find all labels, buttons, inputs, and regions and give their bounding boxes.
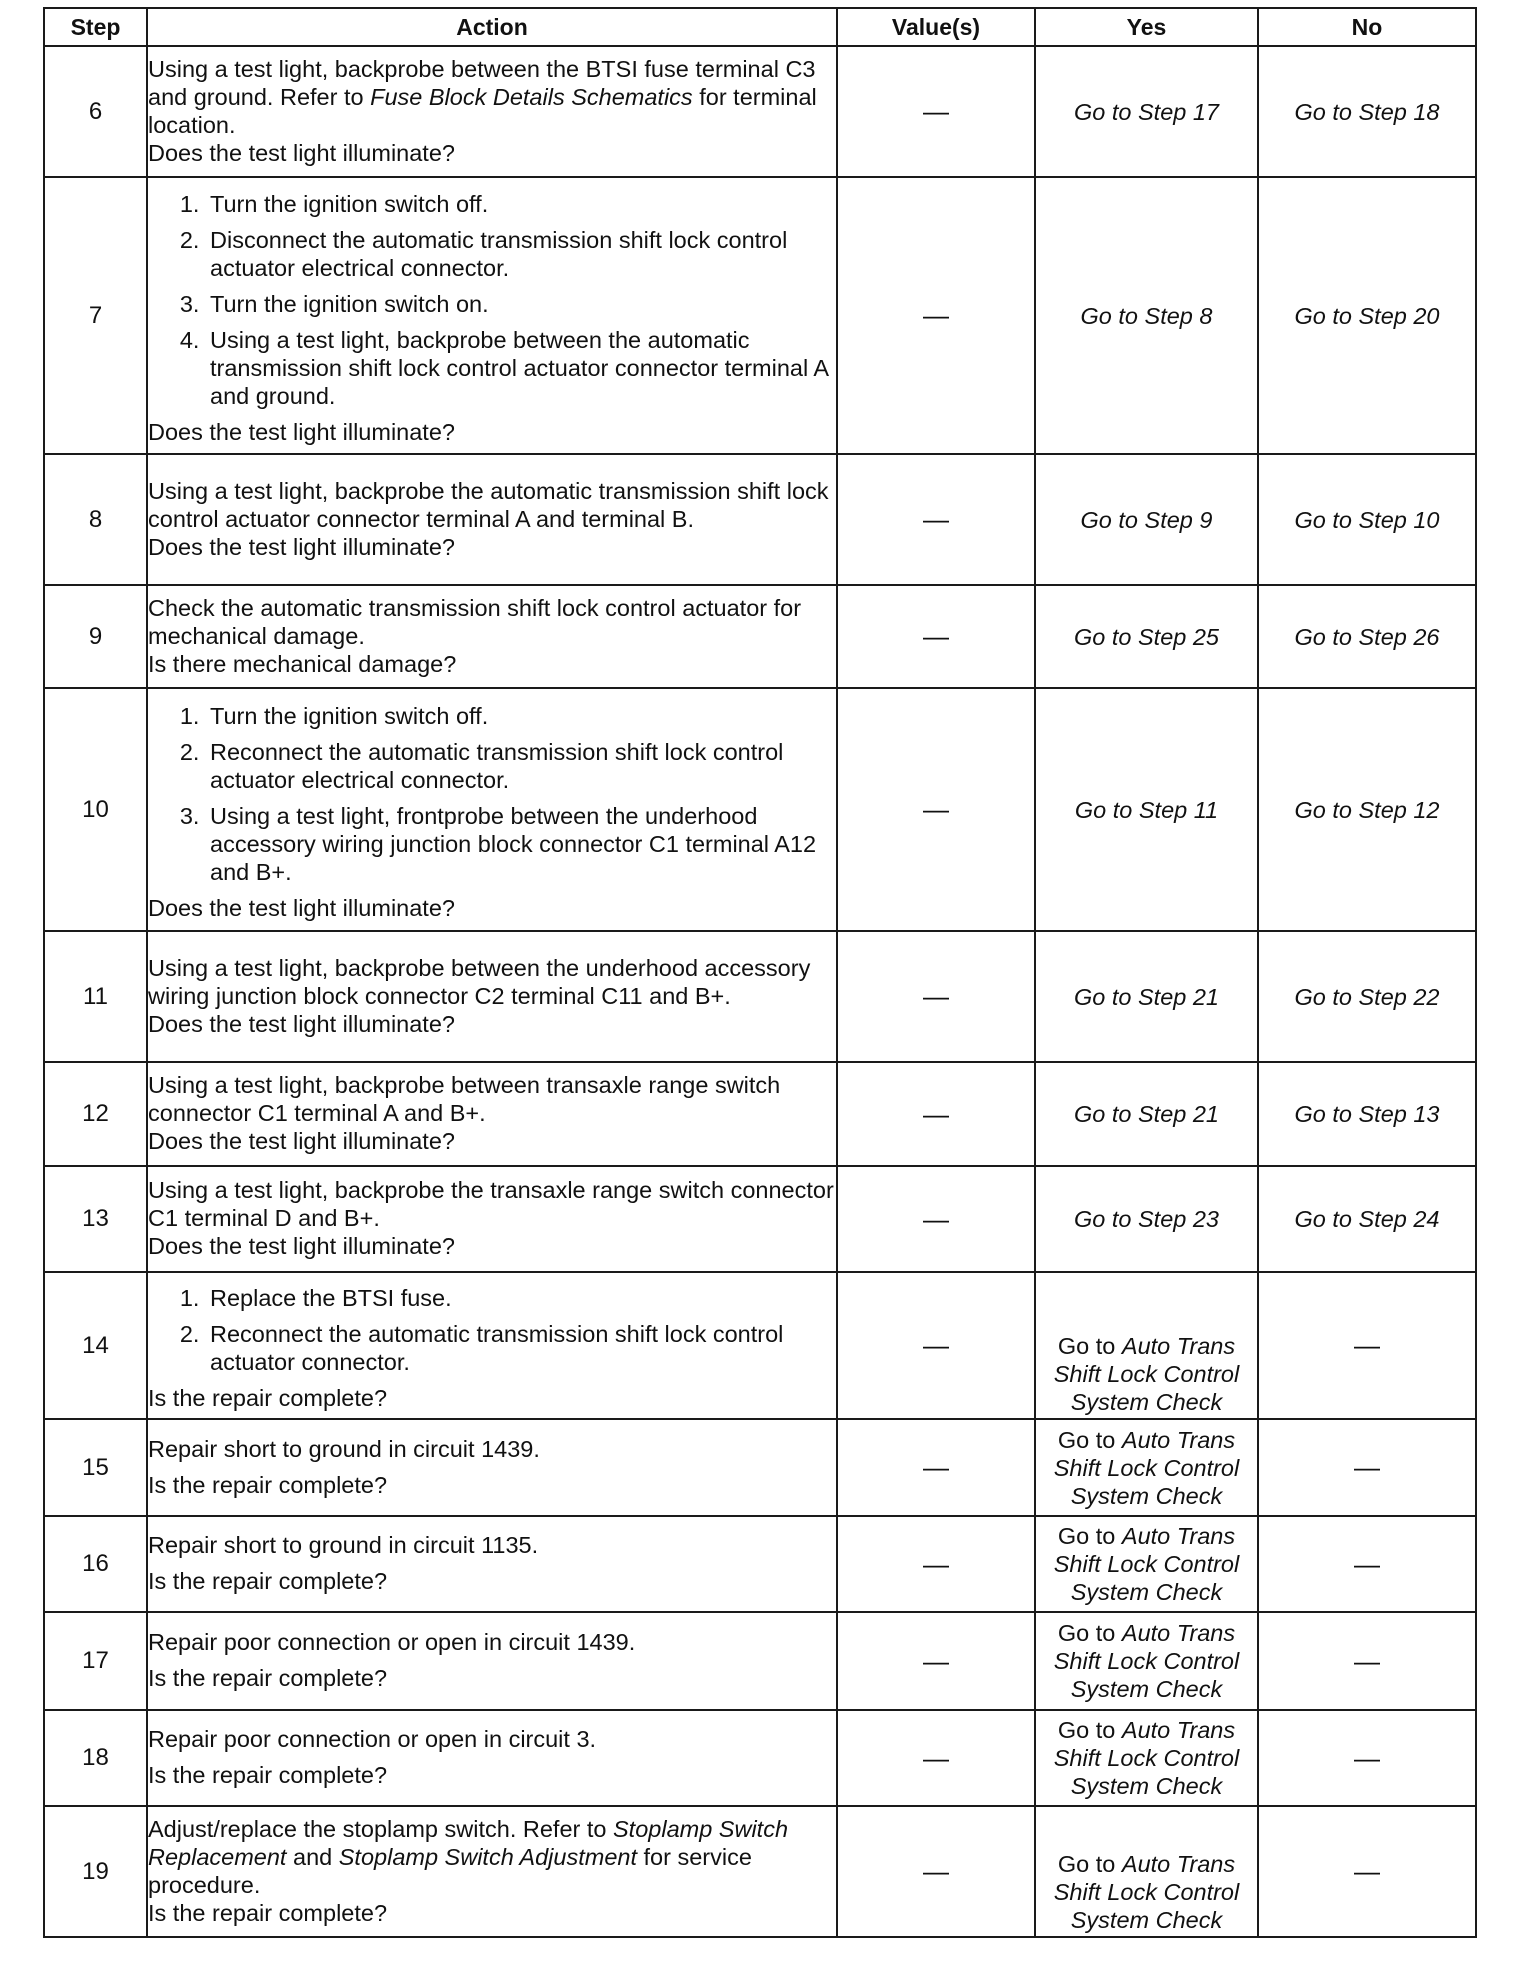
list-item: 3. Using a test light, frontprobe between the underhood accessory wiring junction block connector C1 terminal A12 and B+. — [206, 802, 836, 886]
value-cell — [837, 1710, 1035, 1806]
system-check-italic: Auto Trans — [1121, 1426, 1236, 1453]
action-question: Is the repair complete? — [148, 1762, 388, 1788]
no-cell: Go to Step 26 — [1258, 585, 1476, 688]
system-check-italic: Auto Trans — [1121, 1523, 1236, 1549]
no-cell — [1258, 1272, 1476, 1419]
value-cell — [837, 1272, 1035, 1419]
list-item: 1. Turn the ignition switch off. — [206, 702, 836, 730]
yes-cell — [1035, 1612, 1258, 1710]
no-cell: Go to Step 13 — [1258, 1062, 1476, 1166]
system-check-italic: Auto Trans — [1121, 1620, 1236, 1646]
action-cell — [147, 1806, 837, 1937]
dash-mark: — — [923, 504, 949, 534]
yes-cell: Go to Step 21 — [1035, 1062, 1258, 1166]
system-check-line — [1036, 1744, 1257, 1772]
system-check-prefix: Go to — [1057, 1851, 1122, 1877]
dash-mark: — — [923, 300, 949, 330]
table-row — [44, 177, 1476, 454]
action-question: Is the repair complete? — [148, 1384, 388, 1411]
action-text: Repair poor connection or open in circuit 1439. — [148, 1629, 636, 1655]
dash-mark: — — [923, 1098, 949, 1129]
list-item: 4. Using a test light, backprobe between the automatic transmission shift lock control actuator connector terminal A and ground. — [206, 326, 836, 410]
list-item: 2. Reconnect the automatic transmission shift lock control actuator electrical connector. — [206, 738, 836, 794]
action-text: Using a test light, backprobe between transaxle range switch connector C1 terminal A and B+. — [148, 1072, 781, 1126]
no-cell: Go to Step 12 — [1258, 688, 1476, 931]
action-cell — [147, 1166, 837, 1272]
system-check-line — [1036, 1426, 1257, 1454]
system-check-italic: System Check — [1070, 1389, 1223, 1415]
system-check-line — [1036, 1716, 1257, 1744]
yes-cell — [1035, 1806, 1258, 1937]
step-number: 15 — [44, 1419, 147, 1516]
action-text-part: for service procedure. — [148, 1843, 752, 1898]
system-check-prefix: Go to — [1057, 1426, 1122, 1453]
system-check-line — [1036, 1906, 1257, 1934]
dash-mark: — — [1354, 1645, 1380, 1676]
system-check-line — [1036, 1482, 1257, 1510]
value-cell — [837, 454, 1035, 585]
value-cell — [837, 688, 1035, 931]
header-row — [44, 8, 1476, 46]
action-question: Is the repair complete? — [148, 1665, 388, 1691]
dash-mark: — — [923, 96, 949, 126]
no-cell: Go to Step 20 — [1258, 177, 1476, 454]
action-text: Repair short to ground in circuit 1439. — [148, 1435, 540, 1462]
value-cell — [837, 46, 1035, 177]
table-row — [44, 1710, 1476, 1806]
table-row — [44, 1516, 1476, 1612]
step-number: 8 — [44, 454, 147, 585]
value-cell — [837, 1516, 1035, 1612]
system-check-prefix: Go to — [1057, 1620, 1122, 1646]
list-item: 2. Reconnect the automatic transmission shift lock control actuator connector. — [206, 1320, 836, 1376]
yes-cell: Go to Step 8 — [1035, 177, 1258, 454]
no-cell — [1258, 1419, 1476, 1516]
action-text: Repair poor connection or open in circuit 3. — [148, 1726, 597, 1752]
table-row — [44, 585, 1476, 688]
dash-mark: — — [1354, 1330, 1380, 1360]
no-cell — [1258, 1612, 1476, 1710]
yes-cell: Go to Step 17 — [1035, 46, 1258, 177]
list-item: 3. Turn the ignition switch on. — [206, 290, 836, 318]
reference-link-text: Stoplamp Switch Replacement — [148, 1815, 789, 1870]
system-check-line — [1036, 1619, 1257, 1647]
step-number: 14 — [44, 1272, 147, 1419]
system-check-line — [1036, 1878, 1257, 1906]
system-check-italic: Shift Lock Control — [1053, 1454, 1240, 1481]
yes-cell — [1035, 1272, 1258, 1419]
action-question: Is there mechanical damage? — [148, 650, 457, 677]
action-text: Using a test light, backprobe the automatic transmission shift lock control actuator connector terminal A and terminal B. — [148, 477, 829, 532]
action-steps-list — [148, 1284, 836, 1384]
step-number: 18 — [44, 1710, 147, 1806]
dash-mark: — — [923, 1330, 949, 1360]
dash-mark: — — [923, 1856, 949, 1886]
system-check-italic: Auto Trans — [1121, 1333, 1236, 1359]
action-cell — [147, 1062, 837, 1166]
no-cell: Go to Step 10 — [1258, 454, 1476, 585]
step-number: 19 — [44, 1806, 147, 1937]
system-check-italic: System Check — [1070, 1579, 1223, 1605]
yes-cell: Go to Step 23 — [1035, 1166, 1258, 1272]
action-text-part: Adjust/replace the stoplamp switch. Refer to — [148, 1815, 613, 1842]
step-number: 10 — [44, 688, 147, 931]
system-check-line — [1036, 1647, 1257, 1675]
table-row — [44, 1806, 1476, 1937]
value-cell — [837, 931, 1035, 1062]
table-row — [44, 1062, 1476, 1166]
no-cell — [1258, 1516, 1476, 1612]
value-cell — [837, 1806, 1035, 1937]
action-cell — [147, 688, 837, 931]
action-cell — [147, 1710, 837, 1806]
action-text: Check the automatic transmission shift lock control actuator for mechanical damage. — [148, 594, 802, 649]
yes-cell — [1035, 1710, 1258, 1806]
action-question: Does the test light illuminate? — [148, 894, 455, 921]
value-cell — [837, 1612, 1035, 1710]
action-text — [148, 1815, 836, 1899]
action-text: Using a test light, backprobe the transaxle range switch connector C1 terminal D and B+. — [148, 1177, 834, 1231]
dash-mark: — — [923, 981, 949, 1011]
dash-mark: — — [923, 1645, 949, 1676]
table-row — [44, 1419, 1476, 1516]
system-check-italic: Auto Trans — [1121, 1717, 1236, 1743]
action-cell — [147, 177, 837, 454]
table-row — [44, 1612, 1476, 1710]
header-step: Step — [44, 8, 147, 46]
system-check-line — [1036, 1675, 1257, 1703]
value-cell — [837, 1419, 1035, 1516]
value-cell — [837, 177, 1035, 454]
action-cell — [147, 1516, 837, 1612]
table-row — [44, 1272, 1476, 1419]
dash-mark: — — [923, 1452, 949, 1482]
system-check-line — [1036, 1454, 1257, 1482]
dash-mark: — — [1354, 1452, 1380, 1482]
action-text — [148, 55, 836, 139]
action-cell — [147, 585, 837, 688]
action-question: Does the test light illuminate? — [148, 1010, 455, 1037]
yes-cell — [1035, 1516, 1258, 1612]
step-number: 6 — [44, 46, 147, 177]
table-row — [44, 688, 1476, 931]
action-question: Does the test light illuminate? — [148, 1233, 455, 1259]
action-cell — [147, 1612, 837, 1710]
dash-mark: — — [923, 1742, 949, 1773]
system-check-italic: Shift Lock Control — [1053, 1361, 1240, 1387]
dash-mark: — — [923, 794, 949, 824]
list-item: 1. Turn the ignition switch off. — [206, 190, 836, 218]
system-check-italic: System Check — [1070, 1482, 1223, 1509]
list-item: 2. Disconnect the automatic transmission shift lock control actuator electrical connector. — [206, 226, 836, 282]
table-row — [44, 454, 1476, 585]
action-cell — [147, 46, 837, 177]
system-check-line — [1036, 1578, 1257, 1606]
action-text-part: for terminal location. — [148, 83, 817, 138]
value-cell — [837, 585, 1035, 688]
table-row — [44, 1166, 1476, 1272]
action-text-part: and — [286, 1843, 339, 1870]
system-check-italic: System Check — [1070, 1773, 1223, 1799]
header-action: Action — [147, 8, 837, 46]
system-check-italic: System Check — [1070, 1907, 1223, 1933]
list-item: 1. Replace the BTSI fuse. — [206, 1284, 836, 1312]
table-row — [44, 931, 1476, 1062]
system-check-line — [1036, 1332, 1257, 1360]
yes-cell — [1035, 1419, 1258, 1516]
reference-link-text: Fuse Block Details Schematics — [370, 83, 693, 110]
system-check-prefix: Go to — [1057, 1523, 1122, 1549]
dash-mark: — — [923, 1548, 949, 1579]
action-question: Does the test light illuminate? — [148, 418, 455, 445]
step-number: 7 — [44, 177, 147, 454]
system-check-line — [1036, 1772, 1257, 1800]
action-steps-list — [148, 702, 836, 894]
step-number: 13 — [44, 1166, 147, 1272]
action-question: Does the test light illuminate? — [148, 533, 455, 560]
action-cell — [147, 931, 837, 1062]
no-cell: Go to Step 24 — [1258, 1166, 1476, 1272]
action-steps-list — [148, 190, 836, 418]
step-number: 9 — [44, 585, 147, 688]
dash-mark: — — [1354, 1856, 1380, 1886]
header-yes: Yes — [1035, 8, 1258, 46]
step-number: 11 — [44, 931, 147, 1062]
system-check-prefix: Go to — [1057, 1333, 1122, 1359]
dash-mark: — — [923, 621, 949, 651]
value-cell — [837, 1062, 1035, 1166]
action-cell — [147, 454, 837, 585]
reference-link-text: Stoplamp Switch Adjustment — [338, 1843, 637, 1870]
yes-cell: Go to Step 21 — [1035, 931, 1258, 1062]
system-check-line — [1036, 1522, 1257, 1550]
action-cell — [147, 1419, 837, 1516]
system-check-italic: System Check — [1070, 1676, 1223, 1702]
dash-mark: — — [923, 1203, 949, 1234]
no-cell — [1258, 1710, 1476, 1806]
system-check-italic: Shift Lock Control — [1053, 1648, 1240, 1674]
no-cell — [1258, 1806, 1476, 1937]
system-check-line — [1036, 1550, 1257, 1578]
value-cell — [837, 1166, 1035, 1272]
system-check-line — [1036, 1850, 1257, 1878]
step-number: 12 — [44, 1062, 147, 1166]
action-text: Using a test light, backprobe between the underhood accessory wiring junction block connector C2 terminal C11 and B+. — [148, 954, 811, 1009]
system-check-italic: Shift Lock Control — [1053, 1745, 1240, 1771]
dash-mark: — — [1354, 1548, 1380, 1579]
action-text: Repair short to ground in circuit 1135. — [148, 1532, 539, 1558]
header-no: No — [1258, 8, 1476, 46]
dash-mark: — — [1354, 1742, 1380, 1773]
system-check-prefix: Go to — [1057, 1717, 1122, 1743]
no-cell: Go to Step 18 — [1258, 46, 1476, 177]
system-check-italic: Shift Lock Control — [1053, 1551, 1240, 1577]
yes-cell: Go to Step 11 — [1035, 688, 1258, 931]
system-check-line — [1036, 1360, 1257, 1388]
step-number: 16 — [44, 1516, 147, 1612]
yes-cell: Go to Step 9 — [1035, 454, 1258, 585]
diagnostic-table — [43, 7, 1477, 1938]
action-question: Is the repair complete? — [148, 1899, 388, 1926]
action-question: Does the test light illuminate? — [148, 1128, 455, 1154]
system-check-italic: Shift Lock Control — [1053, 1879, 1240, 1905]
action-cell — [147, 1272, 837, 1419]
system-check-italic: Auto Trans — [1121, 1851, 1236, 1877]
system-check-line — [1036, 1388, 1257, 1416]
table-row — [44, 46, 1476, 177]
action-question: Is the repair complete? — [148, 1568, 388, 1594]
action-text-part: Using a test light, backprobe between the BTSI fuse terminal C3 and ground. Refer to — [148, 55, 816, 110]
yes-cell: Go to Step 25 — [1035, 585, 1258, 688]
action-question: Does the test light illuminate? — [148, 139, 455, 166]
header-values: Value(s) — [837, 8, 1035, 46]
action-question: Is the repair complete? — [148, 1471, 388, 1498]
step-number: 17 — [44, 1612, 147, 1710]
no-cell: Go to Step 22 — [1258, 931, 1476, 1062]
